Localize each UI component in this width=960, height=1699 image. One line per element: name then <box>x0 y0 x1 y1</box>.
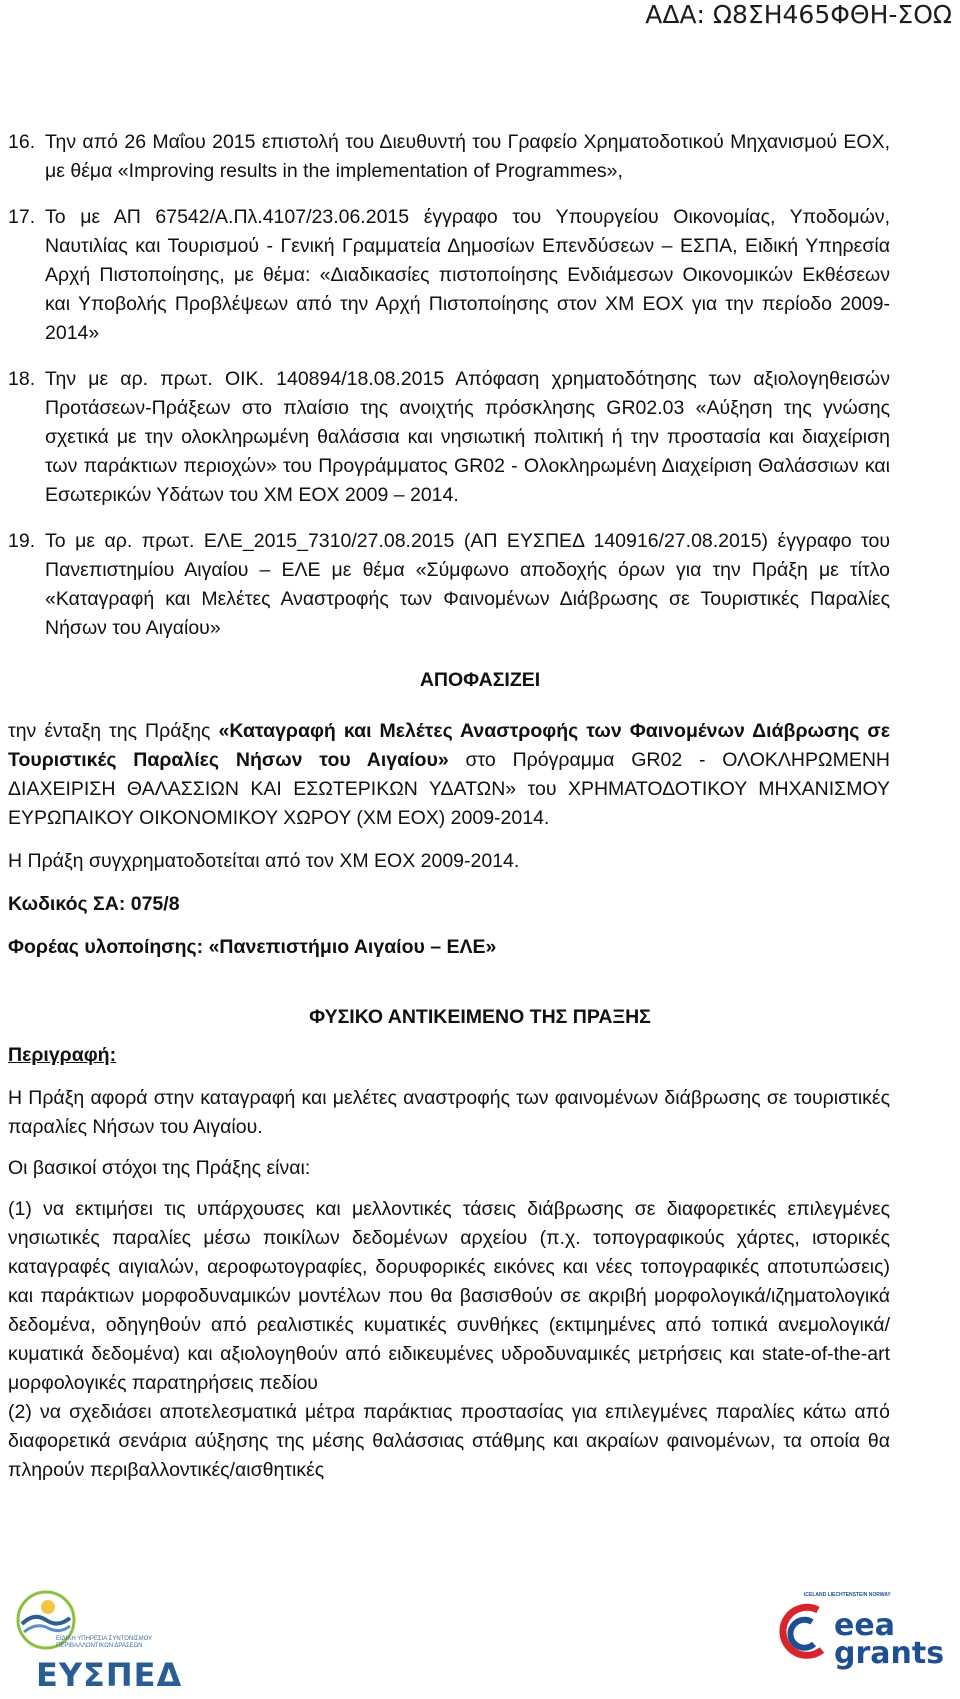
eea-wordmark <box>834 1608 945 1671</box>
eea-grants-logo <box>770 1592 945 1696</box>
item-number: 16. <box>8 131 36 153</box>
document-body <box>0 128 960 1485</box>
eea-word-1: eea <box>834 1608 895 1643</box>
item-text: Το με αρ. πρωτ. ΕΛΕ_2015_7310/27.08.2015 (ΑΠ ΕΥΣΠΕΔ 140916/27.08.2015) έγγραφο του Πανεπιστημίου Αιγαίου – ΕΛΕ με θέμα «Σύμφωνο αποδοχής όρων για την Πράξη με τίτλο «Καταγραφή και Μελέτες Αναστροφής των Φαινομένων Διάβρωσης σε Τουριστικές Παραλίες Νήσων του Αιγαίου» <box>45 530 890 639</box>
implementing-body: Φορέας υλοποίησης: «Πανεπιστήμιο Αιγαίου – ΕΛΕ» <box>8 936 497 958</box>
code-sa: Κωδικός ΣΑ: 075/8 <box>8 893 180 915</box>
goals-intro: Οι βασικοί στόχοι της Πράξης είναι: <box>8 1157 311 1179</box>
decision-text-post: στο Πρόγραμμα GR02 - ΟΛΟΚΛΗΡΩΜΕΝΗ ΔΙΑΧΕΙΡΙΣΗ ΘΑΛΑΣΣΙΩΝ ΚΑΙ ΕΣΩΤΕΡΙΚΩΝ ΥΔΑΤΩΝ» του ΧΡΗΜΑΤΟΔΟΤΙΚΟΥ ΜΗΧΑΝΙΣΜΟΥ ΕΥΡΩΠΑΙΚΟΥ ΟΙΚΟΝΟΜΙΚΟΥ ΧΩΡΟΥ (ΧΜ ΕΟΧ) 2009-2014. <box>8 749 891 829</box>
list-item <box>8 128 890 186</box>
project-title: «Καταγραφή και Μελέτες Αναστροφής των Φαινομένων Διάβρωσης σε Τουριστικές Παραλίες Νήσων του Αιγαίου» <box>8 720 890 771</box>
goal-2: (2) να σχεδιάσει αποτελεσματικά μέτρα παράκτιας προστασίας για επιλεγμένες παραλίες κάτω από διαφορετικά σενάρια αύξησης της μέσης θαλάσσιας στάθμης και ακραίων φαινομένων, τα οποία θα πληρούν περιβαλλοντικές/αισθητικές <box>8 1401 890 1481</box>
ysped-subtitle: ΕΙΔΙΚΗ ΥΠΗΡΕΣΙΑ ΣΥΝΤΟΝΙΣΜΟΥ ΠΕΡΙΒΑΛΛΟΝΤΙΚΩΝ ΔΡΑΣΕΩΝ <box>56 1636 152 1649</box>
item-number: 17. <box>8 206 36 228</box>
ada-code: ΑΔΑ: Ω8ΣΗ465ΦΘΗ-ΣΟΩ <box>645 0 952 29</box>
ysped-wordmark: ΕΥΣΠΕΔ <box>36 1656 183 1694</box>
description-label: Περιγραφή: <box>8 1044 117 1066</box>
item-number: 18. <box>8 368 36 390</box>
decision-heading: ΑΠΟΦΑΣΙΖΕΙ <box>419 669 541 691</box>
physical-object-heading: ΦΥΣΙΚΟ ΑΝΤΙΚΕΙΜΕΝΟ ΤΗΣ ΠΡΑΞΗΣ <box>309 1006 651 1028</box>
item-text: Το με ΑΠ 67542/Α.Πλ.4107/23.06.2015 έγγραφο του Υπουργείου Οικονομίας, Υποδομών, Ναυτιλίας και Τουρισμού - Γενική Γραμματεία Δημοσίων Επενδύσεων – ΕΣΠΑ, Ειδική Υπηρεσία Αρχή Πιστοποίησης, με θέμα: «Διαδικασίες πιστοποίησης Ενδιάμεσων Οικονομικών Εκθέσεων και Υποβολής Προβλέψεων από την Αρχή Πιστοποίησης στον ΧΜ ΕΟΧ για την περίοδο 2009-2014» <box>45 206 890 344</box>
eea-word-2: grants <box>834 1636 945 1671</box>
list-item <box>8 365 890 510</box>
item-text: Την με αρ. πρωτ. ΟΙΚ. 140894/18.08.2015 Απόφαση χρηματοδότησης των αξιολογηθεισών Προτάσεων-Πράξεων στο πλαίσιο της ανοιχτής πρόσκλησης GR02.03 «Αύξηση της γνώσης σχετικά με την ολοκληρωμένη θαλάσσια και νησιωτική πολιτική ή την προστασία και διαχείριση των παράκτιων περιοχών» του Προγράμματος GR02 - Ολοκληρωμένη Διαχείριση Θαλάσσιων και Εσωτερικών Υδάτων του ΧΜ ΕΟΧ 2009 – 2014. <box>45 368 890 506</box>
decision-paragraph <box>8 717 890 833</box>
eea-countries: ICELAND LIECHTENSTEIN NORWAY <box>804 1592 891 1598</box>
goal-1: (1) να εκτιμήσει τις υπάρχουσες και μελλοντικές τάσεις διάβρωσης σε διαφορετικές επιλεγμένες νησιωτικές παραλίες μέσω ποικίλων δεδομένων αρχείου (π.χ. τοπογραφικούς χάρτες, ιστορικές καταγραφές αιγιαλών, αεροφωτογραφίες, δορυφορικές εικόνες και νέες τοπογραφικές αποτυπώσεις) και παράκτιων μορφοδυναμικών μοντέλων που θα βασισθούν σε ακριβή μορφολογικά/ιζηματολογικά δεδομένα, οδηγηθούν από ρεαλιστικές κυματικές συνθήκες (εκτιμημένες από τοπικά ανεμολογικά/κυματικά δεδομένα) και αξιολογηθούν από ειδικευμένες υδροδυναμικές μετρήσεις και state-of-the-art μορφολογικές παρατηρήσεις πεδίου <box>8 1198 890 1394</box>
cofinance-text: Η Πράξη συγχρηματοδοτείται από τον ΧΜ ΕΟΧ 2009-2014. <box>8 850 520 872</box>
list-item <box>8 527 890 643</box>
footer <box>0 1590 960 1699</box>
eea-grants-mark-icon <box>770 1600 830 1680</box>
item-text: Την από 26 Μαΐου 2015 επιστολή του Διευθυντή του Γραφείο Χρηματοδοτικού Μηχανισμού ΕΟΧ, με θέμα «Improving results in the implementation of Programmes», <box>45 131 890 182</box>
item-number: 19. <box>8 530 36 552</box>
decision-text-pre: την ένταξη της Πράξης <box>8 720 219 742</box>
ysped-logo <box>6 1590 183 1694</box>
list-item <box>8 203 890 348</box>
description-text: Η Πράξη αφορά στην καταγραφή και μελέτες αναστροφής των φαινομένων διάβρωσης σε τουριστικές παραλίες Νήσων του Αιγαίου. <box>8 1087 890 1138</box>
